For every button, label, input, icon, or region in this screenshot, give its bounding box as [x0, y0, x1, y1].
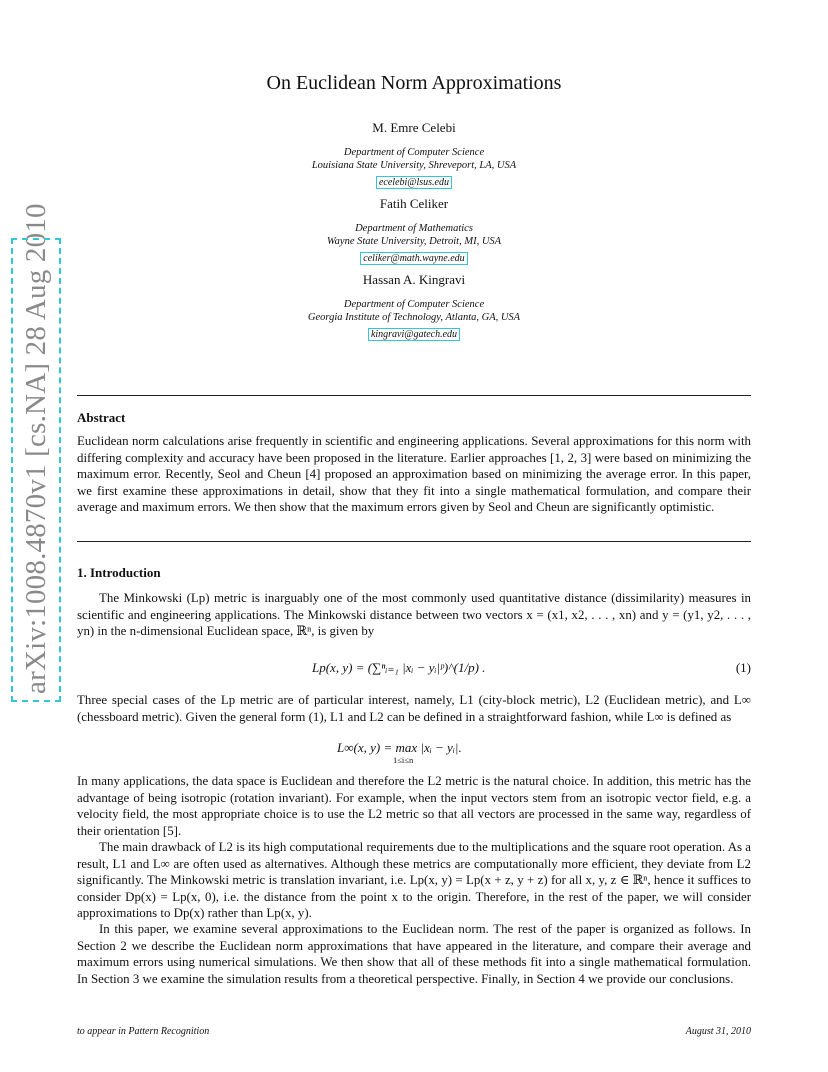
author-name: Fatih Celiker	[379, 196, 449, 211]
author-block	[0, 120, 828, 190]
equation-number: (1)	[735, 660, 751, 675]
arxiv-stamp-text: arXiv:1008.4870v1 [cs.NA] 28 Aug 2010	[20, 203, 52, 694]
equation-subscript: 1≤i≤n	[393, 755, 414, 765]
author-email-link[interactable]: ecelebi@lsus.edu	[376, 176, 452, 189]
author-name: Hassan A. Kingravi	[362, 272, 466, 287]
abstract-heading: Abstract	[77, 410, 126, 425]
author-institution: Wayne State University, Detroit, MI, USA	[326, 236, 502, 247]
section-heading: 1. Introduction	[77, 565, 161, 580]
abstract-bottom-rule	[77, 541, 751, 542]
abstract-text: Euclidean norm calculations arise frequently in scientific and engineering applications. Several approximations for this norm with differing complexity and accuracy have been proposed in the literature. Earlier approaches [1, 2, 3] were based on minimizing the maximum error. Recently, Seol and Cheun [4] proposed an approximation based on minimizing the average error. In this paper, we first examine these approximations in detail, show that they fit into a single mathematical formulation, and compare their average and maximum errors. We then show that the maximum errors given by Seol and Cheun are significantly optimistic.	[77, 434, 751, 515]
author-department: Department of Computer Science	[343, 299, 485, 310]
equation-body: Lp(x, y) = (∑ⁿᵢ₌₁ |xᵢ − yᵢ|ᵖ)^(1/p) .	[312, 660, 486, 675]
abstract-top-rule	[77, 395, 751, 396]
equation-body: L∞(x, y) = max |xᵢ − yᵢ|.	[337, 740, 462, 755]
author-department: Department of Computer Science	[343, 147, 485, 158]
paragraph: The main drawback of L2 is its high computational requirements due to the multiplications and the square root operation. As a result, L1 and L∞ are often used as alternatives. Although these metrics are computationally more efficient, they deviate from L2 significantly. The Minkowski metric is translation invariant, i.e. Lp(x, y) = Lp(x + z, y + z) for all x, y, z ∈ ℝⁿ, hence it suffices to consider Dp(x) = Lp(x, 0), i.e. the distance from the point x to the origin. Therefore, in the rest of the paper, we will consider approximations to Dp(x) rather than Lp(x, y).	[77, 840, 751, 921]
footer-left: to appear in Pattern Recognition	[77, 1026, 210, 1037]
author-institution: Louisiana State University, Shreveport, LA, USA	[311, 160, 517, 171]
paragraph: In many applications, the data space is Euclidean and therefore the L2 metric is the natural choice. In addition, this metric has the advantage of being isotropic (rotation invariant). For example, when the input vectors stem from an isotropic vector field, e.g. a velocity field, the most appropriate choice is to use the L2 metric so that all vectors are processed in the same way, regardless of their orientation [5].	[77, 774, 751, 838]
paragraph: In this paper, we examine several approximations to the Euclidean norm. The rest of the paper is organized as follows. In Section 2 we describe the Euclidean norm approximations that have appeared in the literature, and compare their average and maximum errors using numerical simulations. We then show that all of these methods fit into a single mathematical formulation. In Section 3 we examine the simulation results from a theoretical perspective. Finally, in Section 4 we provide our conclusions.	[77, 922, 751, 986]
author-institution: Georgia Institute of Technology, Atlanta, GA, USA	[307, 312, 521, 323]
paragraph: Three special cases of the Lp metric are of particular interest, namely, L1 (city-block metric), L2 (Euclidean metric), and L∞ (chessboard metric). Given the general form (1), L1 and L2 can be defined in a straightforward fashion, while L∞ is defined as	[77, 693, 751, 724]
paragraph: The Minkowski (Lp) metric is inarguably one of the most commonly used quantitative distance (dissimilarity) measures in scientific and engineering applications. The Minkowski distance between two vectors x = (x1, x2, . . . , xn) and y = (y1, y2, . . . , yn) in the n-dimensional Euclidean space, ℝⁿ, is given by	[77, 591, 751, 639]
equation-1	[77, 660, 751, 680]
paper-title: On Euclidean Norm Approximations	[266, 72, 562, 94]
author-email-link[interactable]: celiker@math.wayne.edu	[360, 252, 467, 265]
equation-2	[77, 740, 751, 770]
author-block	[0, 196, 828, 266]
author-block	[0, 272, 828, 342]
footer-right: August 31, 2010	[685, 1026, 751, 1037]
author-department: Department of Mathematics	[355, 223, 473, 234]
author-email-link[interactable]: kingravi@gatech.edu	[368, 328, 460, 341]
author-name: M. Emre Celebi	[372, 120, 456, 135]
